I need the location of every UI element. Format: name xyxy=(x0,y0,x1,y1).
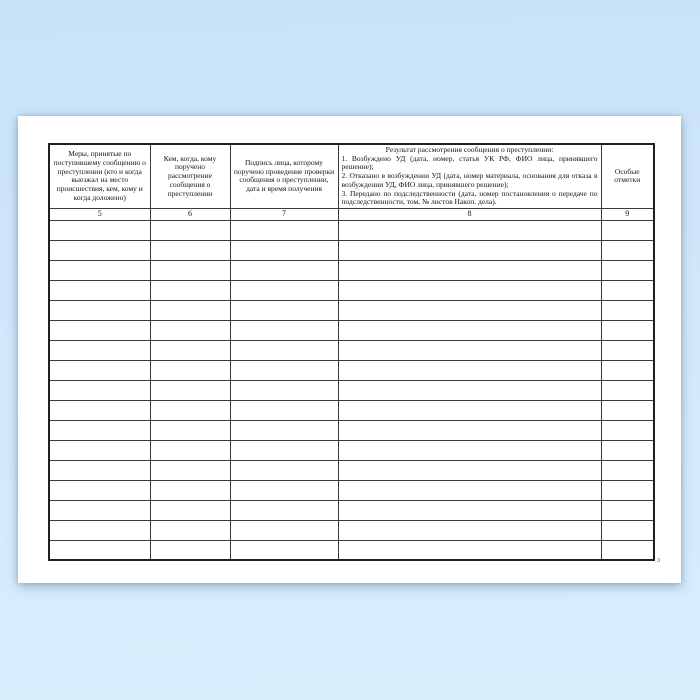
col-header-review-result xyxy=(338,144,601,208)
empty-cell xyxy=(230,500,338,520)
empty-cell xyxy=(601,460,654,480)
empty-cell xyxy=(338,460,601,480)
empty-cell xyxy=(601,500,654,520)
empty-cell xyxy=(150,380,230,400)
empty-cell xyxy=(49,440,150,460)
empty-cell xyxy=(230,440,338,460)
empty-cell xyxy=(49,300,150,320)
empty-cell xyxy=(150,440,230,460)
empty-cell xyxy=(150,500,230,520)
empty-cell xyxy=(230,360,338,380)
table-row xyxy=(49,520,654,540)
column-number-5: 5 xyxy=(49,208,150,220)
empty-cell xyxy=(150,300,230,320)
empty-cell xyxy=(601,360,654,380)
empty-cell xyxy=(338,240,601,260)
empty-cell xyxy=(150,400,230,420)
empty-cell xyxy=(230,280,338,300)
table-row xyxy=(49,480,654,500)
empty-cell xyxy=(49,460,150,480)
table-row xyxy=(49,500,654,520)
empty-cell xyxy=(338,440,601,460)
empty-cell xyxy=(338,400,601,420)
empty-cell xyxy=(338,540,601,560)
result-header-item-1: 1. Возбуждено УД (дата, номер, статья УК РФ, ФИО лица, принявшего решение); xyxy=(341,153,598,172)
column-number-row xyxy=(49,208,654,220)
empty-cell xyxy=(49,280,150,300)
empty-cell xyxy=(601,520,654,540)
journal-table-body xyxy=(49,220,654,560)
col-header-special-marks: Особые отметки xyxy=(601,144,654,208)
empty-cell xyxy=(49,320,150,340)
empty-cell xyxy=(230,540,338,560)
column-number-7: 7 xyxy=(230,208,338,220)
empty-cell xyxy=(338,300,601,320)
table-row xyxy=(49,240,654,260)
journal-table-header xyxy=(49,144,654,220)
empty-cell xyxy=(49,260,150,280)
empty-cell xyxy=(150,420,230,440)
empty-cell xyxy=(338,380,601,400)
empty-cell xyxy=(230,460,338,480)
table-row xyxy=(49,440,654,460)
empty-cell xyxy=(230,380,338,400)
empty-cell xyxy=(49,360,150,380)
empty-cell xyxy=(338,480,601,500)
empty-cell xyxy=(601,380,654,400)
empty-cell xyxy=(230,400,338,420)
empty-cell xyxy=(49,540,150,560)
empty-cell xyxy=(601,260,654,280)
empty-cell xyxy=(230,420,338,440)
empty-cell xyxy=(150,240,230,260)
column-number-6: 6 xyxy=(150,208,230,220)
table-row xyxy=(49,380,654,400)
empty-cell xyxy=(338,520,601,540)
empty-cell xyxy=(150,320,230,340)
result-header-item-2: 2. Отказано в возбуждении УД (дата, номер материала, основания для отказа в возбуждении УД, ФИО лица, принявшего решение); xyxy=(341,171,598,189)
empty-cell xyxy=(49,480,150,500)
empty-cell xyxy=(601,540,654,560)
empty-cell xyxy=(601,240,654,260)
empty-cell xyxy=(338,260,601,280)
empty-cell xyxy=(49,240,150,260)
table-row xyxy=(49,460,654,480)
table-row xyxy=(49,400,654,420)
empty-cell xyxy=(338,420,601,440)
empty-cell xyxy=(150,540,230,560)
table-row xyxy=(49,300,654,320)
result-header-item-3: 3. Передано по подследственности (дата, номер постановления о передаче по подследственности, том, № листов Накоп. дела). xyxy=(341,188,598,207)
empty-cell xyxy=(49,500,150,520)
empty-cell xyxy=(150,460,230,480)
empty-cell xyxy=(338,220,601,240)
table-row xyxy=(49,420,654,440)
journal-page xyxy=(18,116,681,583)
column-number-8: 8 xyxy=(338,208,601,220)
table-row xyxy=(49,260,654,280)
col-header-review-assignment: Кем, когда, кому поручено рассмотрение сообщения о преступлении xyxy=(150,144,230,208)
column-number-9: 9 xyxy=(601,208,654,220)
table-row xyxy=(49,340,654,360)
empty-cell xyxy=(230,520,338,540)
table-row xyxy=(49,280,654,300)
col-header-measures-taken: Меры, принятые по поступившему сообщению о преступлении (кто и когда выезжал на место происшествия, кем, кому и когда доложено) xyxy=(49,144,150,208)
page-number: 3 xyxy=(657,557,661,564)
table-row xyxy=(49,540,654,560)
empty-cell xyxy=(230,480,338,500)
empty-cell xyxy=(601,420,654,440)
result-header-title: Результат рассмотрения сообщения о преступлении: xyxy=(385,145,554,154)
empty-cell xyxy=(150,360,230,380)
empty-cell xyxy=(230,240,338,260)
empty-cell xyxy=(49,520,150,540)
empty-cell xyxy=(150,340,230,360)
col-header-signature: Подпись лица, которому поручено проведение проверки сообщения о преступлении, дата и время получения xyxy=(230,144,338,208)
table-row xyxy=(49,220,654,240)
empty-cell xyxy=(49,220,150,240)
empty-cell xyxy=(230,340,338,360)
empty-cell xyxy=(601,280,654,300)
empty-cell xyxy=(49,420,150,440)
empty-cell xyxy=(601,220,654,240)
header-row xyxy=(49,144,654,208)
empty-cell xyxy=(230,320,338,340)
empty-cell xyxy=(601,400,654,420)
empty-cell xyxy=(338,280,601,300)
empty-cell xyxy=(601,300,654,320)
empty-cell xyxy=(49,340,150,360)
empty-cell xyxy=(150,520,230,540)
empty-cell xyxy=(230,300,338,320)
empty-cell xyxy=(49,380,150,400)
empty-cell xyxy=(601,320,654,340)
empty-cell xyxy=(338,360,601,380)
empty-cell xyxy=(601,440,654,460)
crime-report-journal-table xyxy=(48,143,655,561)
empty-cell xyxy=(230,220,338,240)
empty-cell xyxy=(338,340,601,360)
table-row xyxy=(49,320,654,340)
empty-cell xyxy=(150,280,230,300)
empty-cell xyxy=(150,480,230,500)
empty-cell xyxy=(601,480,654,500)
empty-cell xyxy=(338,500,601,520)
empty-cell xyxy=(338,320,601,340)
empty-cell xyxy=(230,260,338,280)
empty-cell xyxy=(150,220,230,240)
empty-cell xyxy=(150,260,230,280)
empty-cell xyxy=(601,340,654,360)
empty-cell xyxy=(49,400,150,420)
table-row xyxy=(49,360,654,380)
